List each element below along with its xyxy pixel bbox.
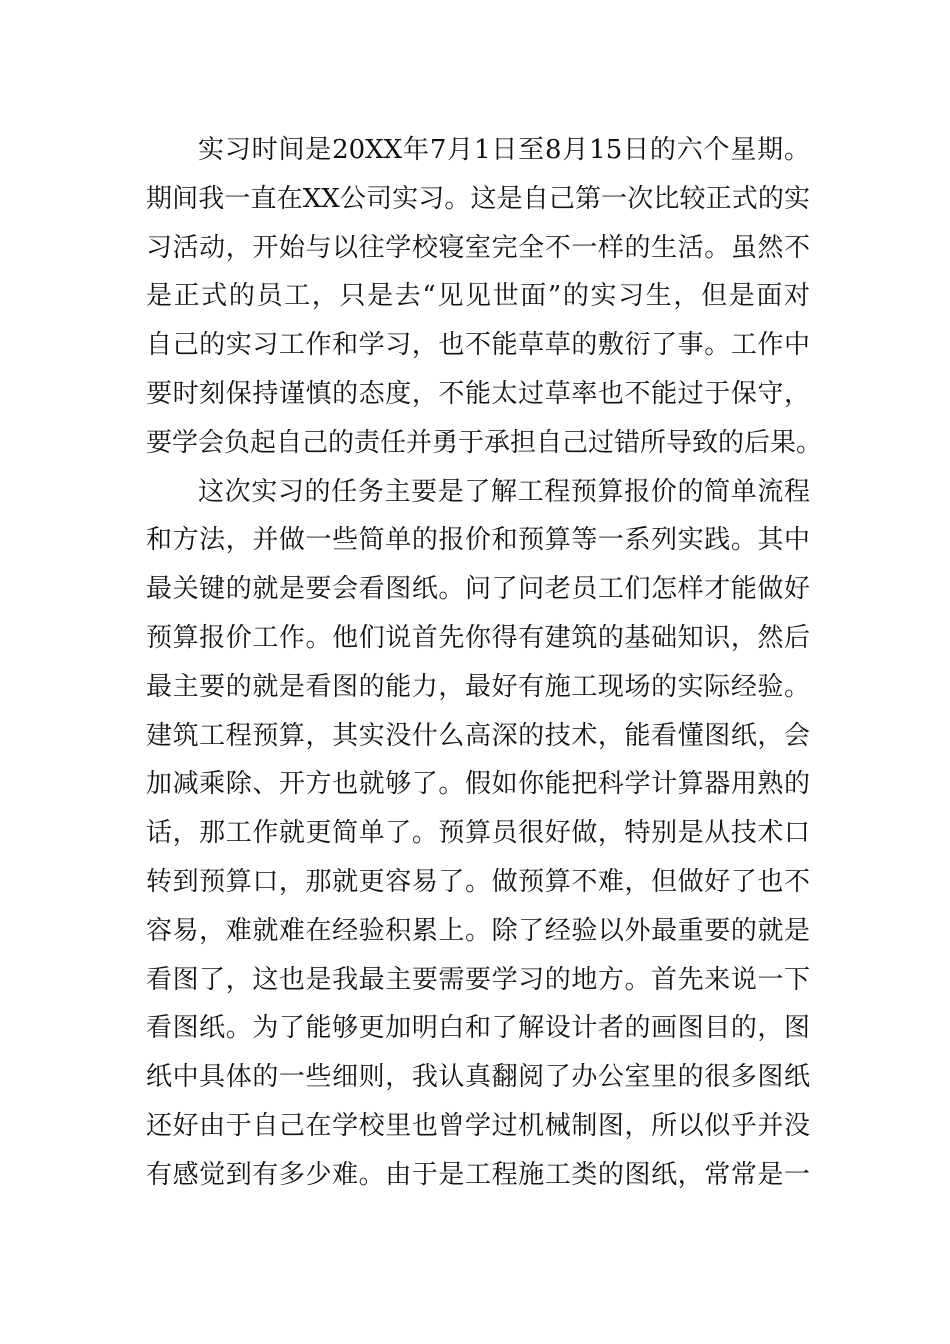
text-line: 是正式的员工，只是去“见见世面”的实习生，但是面对 — [146, 281, 810, 312]
text-line: 这次实习的任务主要是了解工程预算报价的简单流程 — [198, 476, 810, 507]
text-line: 习活动，开始与以往学校寝室完全不一样的生活。虽然不 — [146, 232, 810, 263]
text-line: 转到预算口，那就更容易了。做预算不难，但做好了也不 — [146, 866, 810, 897]
text-line: 要学会负起自己的责任并勇于承担自己过错所导致的后果。 — [146, 427, 823, 458]
text-line: 实习时间是20XX年7月1日至8月15日的六个星期。 — [198, 135, 810, 165]
document-body — [146, 126, 823, 1200]
text-line: 自己的实习工作和学习，也不能草草的敷衍了事。工作中 — [146, 330, 810, 361]
text-line: 和方法，并做一些简单的报价和预算等一系列实践。其中 — [146, 525, 810, 556]
text-line: 容易，难就难在经验积累上。除了经验以外最重要的就是 — [146, 915, 810, 946]
text-line: 最关键的就是要会看图纸。问了问老员工们怎样才能做好 — [146, 574, 810, 605]
text-line: 看图纸。为了能够更加明白和了解设计者的画图目的，图 — [146, 1013, 810, 1044]
paragraph-1 — [146, 126, 823, 468]
text-line: 建筑工程预算，其实没什么高深的技术，能看懂图纸，会 — [146, 720, 810, 751]
text-line: 还好由于自己在学校里也曾学过机械制图，所以似乎并没 — [146, 1110, 810, 1141]
text-line: 预算报价工作。他们说首先你得有建筑的基础知识，然后 — [146, 622, 810, 653]
text-line: 纸中具体的一些细则，我认真翻阅了办公室里的很多图纸 — [146, 1062, 810, 1093]
text-line: 话，那工作就更简单了。预算员很好做，特别是从技术口 — [146, 818, 810, 849]
text-line: 看图了，这也是我最主要需要学习的地方。首先来说一下 — [146, 964, 810, 995]
paragraph-2 — [146, 468, 810, 1200]
text-line: 要时刻保持谨慎的态度，不能太过草率也不能过于保守， — [146, 378, 810, 409]
text-line: 最主要的就是看图的能力，最好有施工现场的实际经验。 — [146, 671, 810, 702]
text-line: 有感觉到有多少难。由于是工程施工类的图纸，常常是一 — [146, 1159, 810, 1190]
text-line: 期间我一直在XX公司实习。这是自己第一次比较正式的实 — [146, 183, 810, 214]
text-line: 加减乘除、开方也就够了。假如你能把科学计算器用熟的 — [146, 769, 810, 800]
